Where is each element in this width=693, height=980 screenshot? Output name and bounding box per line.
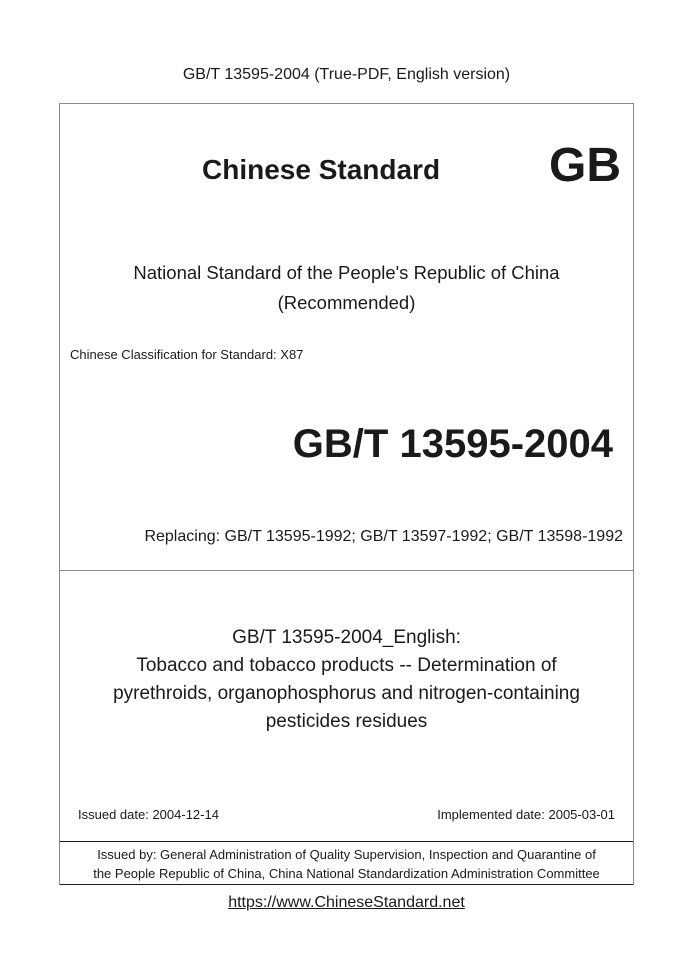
document-title (60, 624, 633, 736)
title-line-4: pesticides residues (265, 711, 428, 732)
cover-frame (59, 103, 634, 885)
issuer-box (60, 841, 633, 886)
title-line-1: GB/T 13595-2004_English: (232, 627, 461, 648)
national-line-2: (Recommended) (277, 292, 416, 313)
standard-number: GB/T 13595-2004 (292, 422, 613, 466)
issuer-line-2: the People Republic of China, China National Standardization Administration Committee (93, 866, 600, 881)
replacing-standards: Replacing: GB/T 13595-1992; GB/T 13597-1992; GB/T 13598-1992 (144, 528, 623, 545)
gb-mark: GB (549, 139, 621, 192)
classification-code: Chinese Classification for Standard: X87 (70, 347, 304, 362)
document-header: GB/T 13595-2004 (True-PDF, English version) (182, 66, 511, 83)
implemented-date: Implemented date: 2005-03-01 (437, 807, 615, 822)
cover-upper-section (60, 104, 633, 571)
national-line-1: National Standard of the People's Republic of China (133, 262, 560, 283)
frame-bottom-border (60, 884, 633, 885)
website-link[interactable]: https://www.ChineseStandard.net (228, 894, 465, 911)
title-line-3: pyrethroids, organophosphorus and nitrogen-containing (113, 683, 580, 704)
issuer-line-1: Issued by: General Administration of Quality Supervision, Inspection and Quarantine of (97, 847, 596, 862)
issued-date: Issued date: 2004-12-14 (78, 807, 219, 822)
title-line-2: Tobacco and tobacco products -- Determination of (136, 655, 557, 676)
chinese-standard-heading: Chinese Standard (202, 154, 441, 185)
national-standard-text (60, 258, 633, 318)
